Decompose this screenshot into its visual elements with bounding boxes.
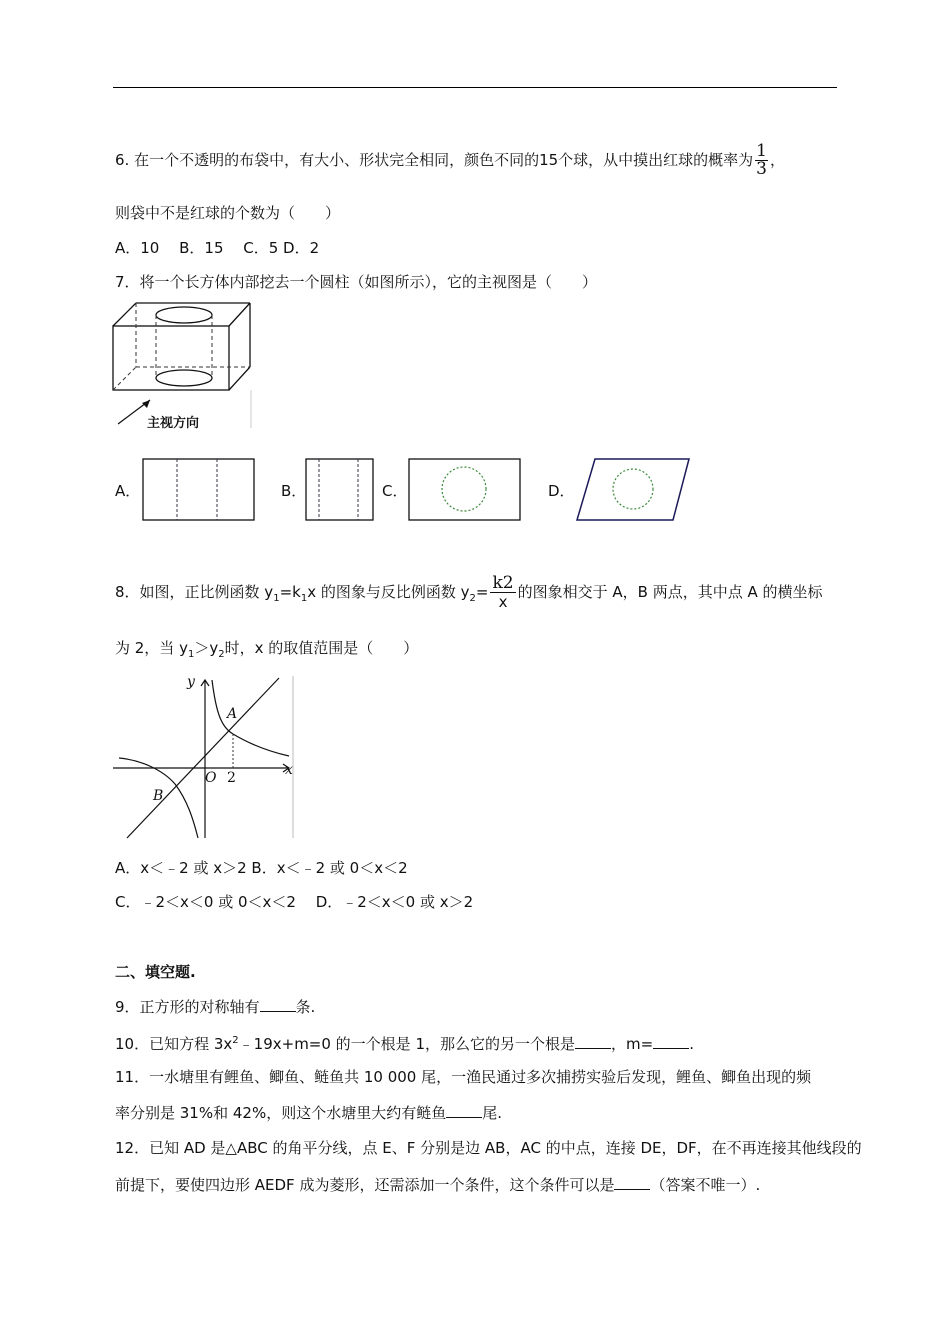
- q10-blank-root[interactable]: [575, 1034, 611, 1049]
- q7-option-d-label: D．: [548, 482, 575, 500]
- q8-sub-3: 2: [469, 593, 476, 604]
- graph-label-x: x: [285, 762, 293, 778]
- q8-fraction: [490, 574, 515, 611]
- q8-sub-2: 1: [300, 593, 308, 604]
- q8-text-3: x 的图象与反比例函数 y: [307, 583, 470, 601]
- q6-frac-den: 3: [756, 159, 767, 179]
- q8-options-line2: C．﹣2＜x＜0 或 0＜x＜2 D．﹣2＜x＜0 或 x＞2: [115, 893, 474, 911]
- q7-figure-caption: 主视方向: [147, 416, 200, 431]
- q9-blank[interactable]: [260, 997, 296, 1012]
- q8-frac-num: k2: [492, 573, 514, 593]
- graph-label-origin: O: [205, 770, 217, 786]
- q8-function-graph: [113, 672, 295, 840]
- graph-label-b: B: [153, 788, 164, 804]
- q6-options: A．10 B．15 C．5 D．2: [115, 239, 320, 257]
- q8-line1: [115, 572, 823, 612]
- q7-option-c-label: C．: [382, 482, 408, 500]
- q10: 10．已知方程 $3x^2﹣19x+m=0$ 的一个根是 1，那么它的另一个根是 ，m= .: [115, 1035, 694, 1053]
- q7-option-b-label: B．: [281, 482, 307, 500]
- q7-option-b-figure: [303, 456, 377, 524]
- q6-fraction: [755, 143, 768, 178]
- q7-option-a-figure: [140, 456, 258, 524]
- q6-stem: 6. 在一个不透明的布袋中，有大小、形状完全相同，颜色不同的15个球，从中摸出红球的概率为: [115, 151, 754, 169]
- q7-option-c-figure: [406, 456, 524, 524]
- q12-blank[interactable]: [614, 1175, 650, 1190]
- q7-option-d-figure: [573, 456, 693, 524]
- graph-label-y: y: [187, 674, 195, 690]
- q8-text-2: =k: [279, 583, 301, 601]
- q6-line2: 则袋中不是红球的个数为（ ）: [115, 204, 341, 222]
- q8-text-4: =: [475, 583, 489, 601]
- graph-label-a: A: [227, 706, 238, 722]
- q11-line1: 11．一水塘里有鲤鱼、鲫鱼、鲢鱼共 10 000 尾，一渔民通过多次捕捞实验后发现，鲤鱼、鲫鱼出现的频: [115, 1068, 812, 1086]
- q6-line1: [115, 143, 785, 178]
- q8-options-line1: A．x＜﹣2 或 x＞2 B．x＜﹣2 或 0＜x＜2: [115, 859, 408, 877]
- q8-frac-num-sub: 2: [502, 573, 514, 593]
- q8-line2: 为 2，当 $y_1>y_2$时，x 的取值范围是（ ）: [115, 639, 419, 660]
- q12-line1: 12．已知 AD 是△ABC 的角平分线，点 E、F 分别是边 AB，AC 的中点，连接 DE，DF，在不再连接其他线段的: [115, 1139, 862, 1157]
- q8-text-5: 的图象相交于 A，B 两点，其中点 A 的横坐标: [517, 583, 823, 601]
- q7-stem: 7．将一个长方体内部挖去一个圆柱（如图所示），它的主视图是（ ）: [115, 273, 598, 291]
- q7-cuboid-figure: [112, 300, 252, 428]
- graph-label-two: 2: [227, 770, 236, 786]
- section-title: 二、填空题.: [115, 963, 196, 981]
- header-rule: [113, 87, 837, 88]
- q8-sub-1: 1: [273, 593, 280, 604]
- q12-line2: 前提下，要使四边形 AEDF 成为菱形，还需添加一个条件，这个条件可以是 （答案不唯一）.: [115, 1176, 761, 1194]
- proportional-line: [127, 678, 279, 838]
- q6-frac-num: 1: [756, 141, 767, 161]
- q8-text-1: 8．如图，正比例函数 y: [115, 583, 274, 601]
- hyperbola-branch-1: [212, 680, 289, 756]
- q11-line2: 率分别是 31%和 42%，则这个水塘里大约有鲢鱼 尾.: [115, 1104, 502, 1122]
- q8-frac-den: x: [498, 593, 508, 611]
- q9: 9．正方形的对称轴有 条.: [115, 998, 316, 1016]
- q6-tail: ，: [770, 151, 786, 169]
- q10-blank-m[interactable]: [653, 1034, 689, 1049]
- q7-option-a-label: A．: [115, 482, 141, 500]
- q11-blank[interactable]: [446, 1103, 482, 1118]
